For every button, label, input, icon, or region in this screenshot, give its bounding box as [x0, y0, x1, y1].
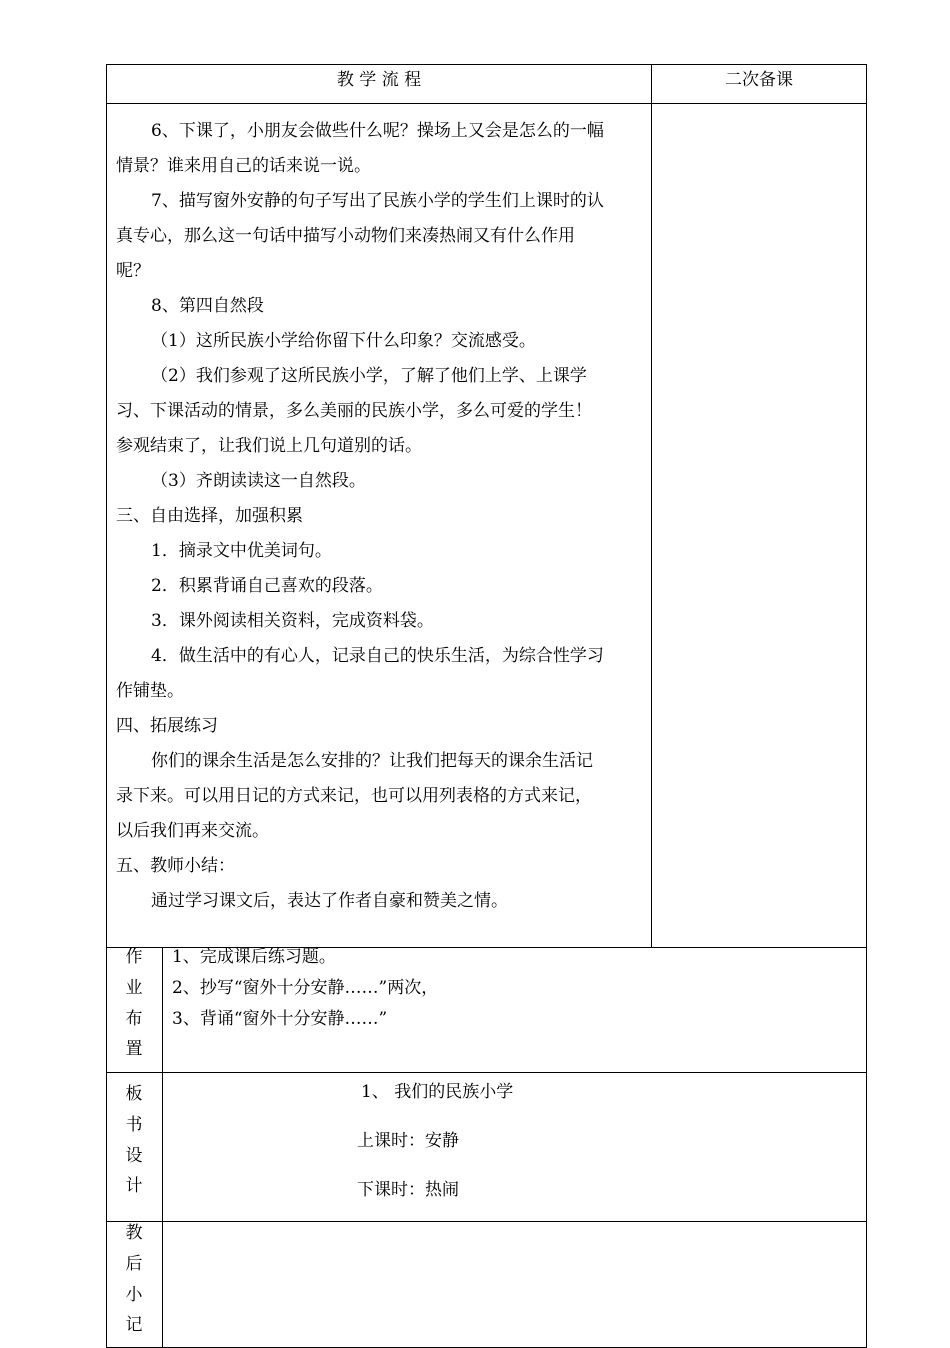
flow-line: 以后我们再来交流。 [116, 821, 269, 841]
flow-line: （2）我们参观了这所民族小学，了解了他们上学、上课学 [151, 366, 587, 386]
flow-line: 4．做生活中的有心人，记录自己的快乐生活，为综合性学习 [151, 646, 604, 666]
flow-line: （1）这所民族小学给你留下什么印象？交流感受。 [151, 331, 536, 351]
flow-line: 录下来。可以用日记的方式来记，也可以用列表格的方式来记， [116, 786, 592, 806]
homework-bottom-divider [106, 1072, 867, 1073]
flow-line: 1．摘录文中优美词句。 [151, 541, 332, 561]
flow-line: 7、描写窗外安静的句子写出了民族小学的学生们上课时的认 [151, 191, 604, 211]
homework-item: 1、完成课后练习题。 [172, 947, 336, 967]
flow-line: 作铺垫。 [116, 681, 184, 701]
flow-line: 五、教师小结： [116, 856, 235, 876]
flow-line: 8、第四自然段 [151, 296, 264, 316]
header-second-prep: 二次备课 [725, 70, 793, 90]
flow-line: 三、自由选择，加强积累 [116, 506, 303, 526]
notes-column-divider [651, 64, 652, 948]
flow-line: 四、拓展练习 [116, 716, 218, 736]
flow-line: 参观结束了，让我们说上几句道别的话。 [116, 436, 422, 456]
board-bottom-divider [106, 1221, 867, 1222]
flow-line: 习、下课活动的情景，多么美丽的民族小学，多么可爱的学生！ [116, 401, 592, 421]
flow-line: 真专心，那么这一句话中描写小动物们来凑热闹又有什么作用 [116, 226, 575, 246]
homework-label: 作 业 布 置 [125, 947, 143, 1060]
flow-line: 你们的课余生活是怎么安排的？让我们把每天的课余生活记 [151, 751, 593, 771]
flow-line: 呢？ [116, 261, 150, 281]
board-line-class: 上课时：安静 [357, 1131, 459, 1151]
board-line-break: 下课时：热闹 [357, 1180, 459, 1200]
flow-line: 6、下课了，小朋友会做些什么呢？操场上又会是怎么的一幅 [151, 121, 604, 141]
homework-item: 3、背诵“窗外十分安静……” [172, 1009, 388, 1029]
flow-line: 情景？谁来用自己的话来说一说。 [116, 156, 371, 176]
flow-line: 2．积累背诵自己喜欢的段落。 [151, 576, 383, 596]
header-divider [106, 103, 867, 104]
homework-item: 2、抄写“窗外十分安静……”两次， [172, 978, 439, 998]
header-teaching-flow: 教 学 流 程 [336, 70, 422, 90]
table-border-top [106, 64, 867, 65]
board-title: 1、 我们的民族小学 [361, 1082, 514, 1102]
flow-line: 通过学习课文后，表达了作者自豪和赞美之情。 [151, 891, 508, 911]
flow-line: 3．课外阅读相关资料，完成资料袋。 [151, 611, 434, 631]
board-design-label: 板 书 设 计 [125, 1084, 143, 1197]
table-border-right [866, 64, 867, 1348]
flow-line: （3）齐朗读读这一自然段。 [151, 471, 366, 491]
label-column-divider [162, 947, 163, 1348]
post-lesson-notes-label: 教 后 小 记 [125, 1223, 143, 1336]
